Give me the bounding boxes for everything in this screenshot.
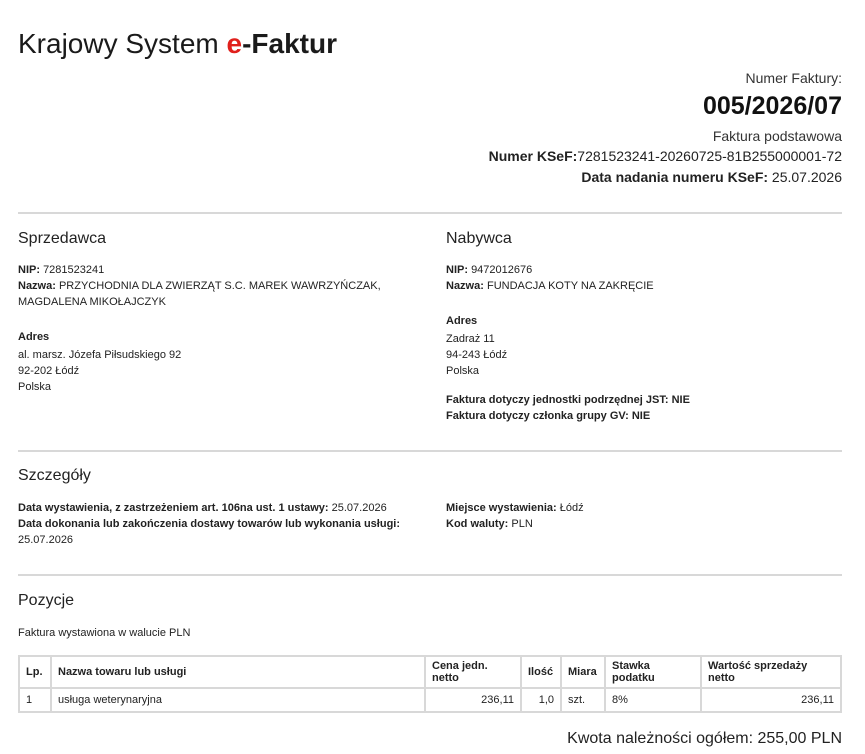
buyer-address-line2: 94-243 Łódź: [446, 349, 508, 361]
buyer-nip-value: 9472012676: [471, 264, 533, 276]
row-name: usługa weterynaryjna: [51, 688, 425, 712]
seller-address-line2: 92-202 Łódź: [18, 365, 80, 377]
buyer-jst-value: NIE: [671, 394, 690, 406]
issue-date-label: Data wystawienia, z zastrzeżeniem art. 106na ust. 1 ustawy:: [18, 502, 329, 514]
seller-address-line1: al. marsz. Józefa Piłsudskiego 92: [18, 349, 182, 361]
divider: [18, 212, 842, 214]
ksef-number: 7281523241-20260725-81B255000001-72: [577, 148, 842, 164]
buyer-name-label: Nazwa:: [446, 280, 484, 292]
col-vat: Stawka podatku: [605, 656, 701, 688]
currency-code-label: Kod waluty:: [446, 518, 509, 530]
logo-text-prefix: Krajowy System: [18, 28, 227, 59]
issue-place-value: Łódź: [559, 502, 584, 514]
row-lp: 1: [19, 688, 51, 712]
invoice-type: Faktura podstawowa: [712, 128, 842, 144]
seller-nip-value: 7281523241: [43, 264, 105, 276]
buyer-nip-label: NIP:: [446, 264, 468, 276]
col-unit-price: Cena jedn. netto: [425, 656, 521, 688]
items-table: [18, 655, 842, 713]
buyer-gv: [446, 408, 842, 424]
col-qty: Ilość: [521, 656, 561, 688]
row-unit: szt.: [561, 688, 605, 712]
issue-place-label: Miejsce wystawienia:: [446, 502, 557, 514]
row-net-value: 236,11: [701, 688, 841, 712]
buyer-jst: [446, 392, 842, 408]
ksef-date-label: Data nadania numeru KSeF:: [581, 169, 769, 185]
seller-title: Sprzedawca: [18, 230, 107, 247]
row-unit-price: 236,11: [425, 688, 521, 712]
row-vat: 8%: [605, 688, 701, 712]
seller-name-line2: MAGDALENA MIKOŁAJCZYK: [18, 296, 166, 308]
details-title: Szczegóły: [18, 467, 91, 484]
seller-nip-label: NIP:: [18, 264, 40, 276]
buyer-title: Nabywca: [446, 230, 512, 247]
currency-code-value: PLN: [511, 518, 533, 530]
ksef-number-label: Numer KSeF:: [488, 148, 578, 164]
issue-place: [446, 500, 842, 516]
buyer-gv-value: NIE: [631, 410, 651, 422]
buyer-address-line1: Zadraż 11: [446, 333, 495, 345]
col-lp: Lp.: [19, 656, 51, 688]
details-dates: [18, 500, 418, 548]
col-name: Nazwa towaru lub usługi: [51, 656, 425, 688]
buyer-address-line3: Polska: [446, 365, 480, 377]
col-unit: Miara: [561, 656, 605, 688]
divider: [18, 450, 842, 452]
buyer-address-label: Adres: [446, 315, 478, 327]
col-net-value: Wartość sprzedaży netto: [701, 656, 841, 688]
buyer-section: [446, 262, 842, 424]
seller-name-label: Nazwa:: [18, 280, 56, 292]
delivery-date-value: 25.07.2026: [18, 534, 74, 546]
currency-note: Faktura wystawiona w walucie PLN: [18, 627, 191, 639]
logo-text-faktur: -Faktur: [242, 28, 337, 59]
issue-date: [18, 500, 418, 516]
seller-nip: [18, 262, 418, 278]
invoice-number-label: Numer Faktury:: [745, 70, 842, 86]
ksef-date-line: [489, 167, 842, 188]
divider: [18, 574, 842, 576]
table-row: [19, 688, 841, 712]
buyer-jst-label: Faktura dotyczy jednostki podrzędnej JST:: [446, 394, 669, 406]
ksef-date: 25.07.2026: [771, 169, 842, 185]
positions-title: Pozycje: [18, 592, 75, 609]
issue-date-value: 25.07.2026: [331, 502, 387, 514]
seller-address-line3: Polska: [18, 381, 52, 393]
row-qty: 1,0: [521, 688, 561, 712]
buyer-name: [446, 278, 842, 294]
logo-e-letter: e: [226, 28, 243, 59]
currency-code: [446, 516, 842, 532]
invoice-number: 005/2026/07: [702, 92, 842, 120]
seller-name-line1: PRZYCHODNIA DLA ZWIERZĄT S.C. MAREK WAWRZYŃCZAK,: [58, 280, 381, 292]
buyer-name-value: FUNDACJA KOTY NA ZAKRĘCIE: [486, 280, 654, 292]
seller-name: [18, 278, 418, 294]
seller-section: [18, 262, 418, 395]
total-amount: Kwota należności ogółem: 255,00 PLN: [567, 730, 842, 747]
buyer-nip: [446, 262, 842, 278]
invoice-header: [489, 68, 842, 188]
ksef-number-line: [489, 146, 842, 167]
seller-address-label: Adres: [18, 331, 50, 343]
buyer-gv-label: Faktura dotyczy członka grupy GV:: [446, 410, 629, 422]
items-table-header: [19, 656, 841, 688]
ksef-logo: [18, 28, 337, 60]
details-place: [446, 500, 842, 532]
delivery-date-label: Data dokonania lub zakończenia dostawy towarów lub wykonania usługi:: [18, 518, 401, 530]
